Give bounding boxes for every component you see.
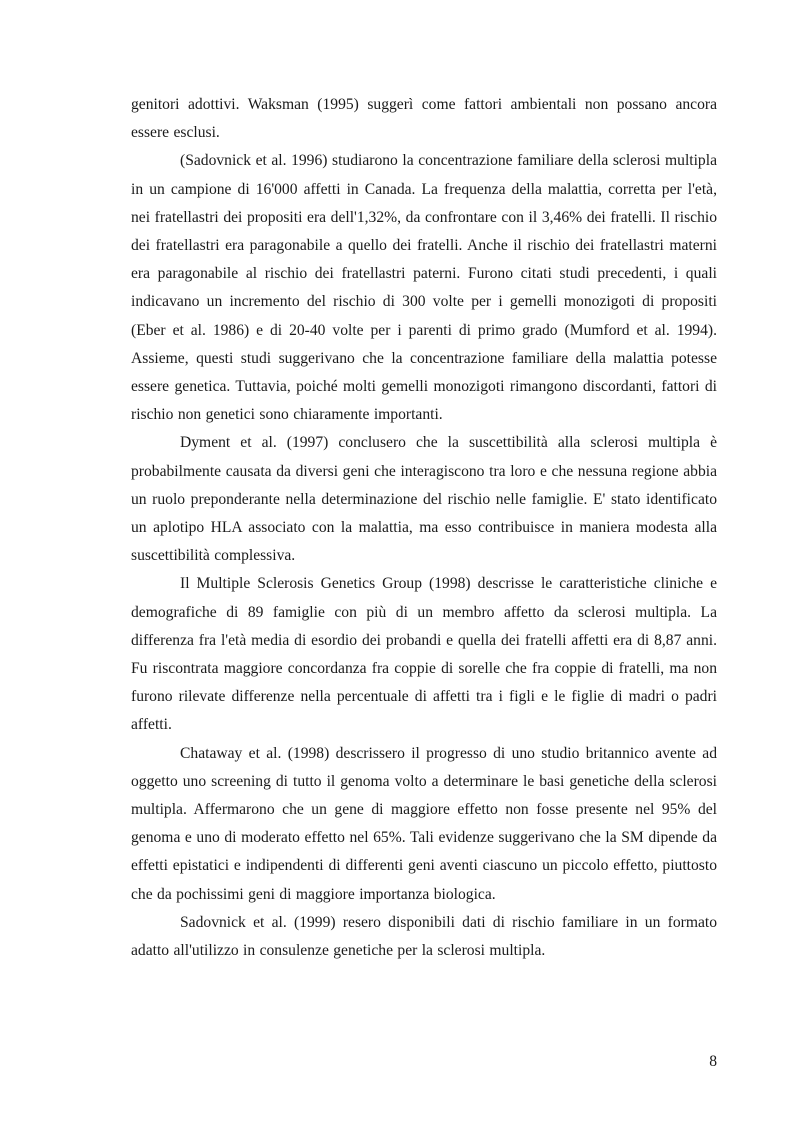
- page-body: [131, 91, 717, 965]
- paragraph-continuation: genitori adottivi. Waksman (1995) suggerì come fattori ambientali non possano ancora essere esclusi.: [131, 96, 717, 142]
- paragraph-sadovnick-1996: (Sadovnick et al. 1996) studiarono la concentrazione familiare della sclerosi multipla in un campione di 16'000 affetti in Canada. La frequenza della malattia, corretta per l'età, nei fratellastri dei propositi era dell'1,32%, da confrontare con il 3,46% dei fratelli. Il rischio dei fratellastri era paragonabile a quello dei fratelli. Anche il rischio dei fratellastri materni era paragonabile al rischio dei fratellastri paterni. Furono citati studi precedenti, i quali indicavano un incremento del rischio di 300 volte per i gemelli monozigoti di propositi (Eber et al. 1986) e di 20-40 volte per i parenti di primo grado (Mumford et al. 1994). Assieme, questi studi suggerivano che la concentrazione familiare della malattia potesse essere genetica. Tuttavia, poiché molti gemelli monozigoti rimangono discordanti, fattori di rischio non genetici sono chiaramente importanti.: [131, 152, 717, 424]
- paragraph-sadovnick-1999: Sadovnick et al. (1999) resero disponibili dati di rischio familiare in un formato adatto all'utilizzo in consulenze genetiche per la sclerosi multipla.: [131, 913, 717, 960]
- paragraph-dyment-1997: Dyment et al. (1997) conclusero che la suscettibilità alla sclerosi multipla è probabilmente causata da diversi geni che interagiscono tra loro e che nessuna regione abbia un ruolo preponderante nella determinazione del rischio nelle famiglie. E' stato identificato un aplotipo HLA associato con la malattia, ma esso contribuisce in maniera modesta alla suscettibilità complessiva.: [131, 434, 717, 565]
- page-number: 8: [709, 1053, 717, 1070]
- paragraph-chataway-1998: Chataway et al. (1998) descrissero il progresso di uno studio britannico avente ad oggetto uno screening di tutto il genoma volto a determinare le basi genetiche della sclerosi multipla. Affermarono che un gene di maggiore effetto non fosse presente nel 95% del genoma e uno di moderato effetto nel 65%. Tali evidenze suggerivano che la SM dipende da effetti epistatici e indipendenti di differenti geni aventi ciascuno un piccolo effetto, piuttosto che da pochissimi geni di maggiore importanza biologica.: [131, 744, 717, 903]
- paragraph-ms-genetics-group-1998: Il Multiple Sclerosis Genetics Group (1998) descrisse le caratteristiche cliniche e demografiche di 89 famiglie con più di un membro affetto da sclerosi multipla. La differenza fra l'età media di esordio dei probandi e quella dei fratelli affetti era di 8,87 anni. Fu riscontrata maggiore concordanza fra coppie di sorelle che fra coppie di fratelli, ma non furono rilevate differenze nella percentuale di affetti tra i figli e le figlie di madri o padri affetti.: [131, 575, 717, 734]
